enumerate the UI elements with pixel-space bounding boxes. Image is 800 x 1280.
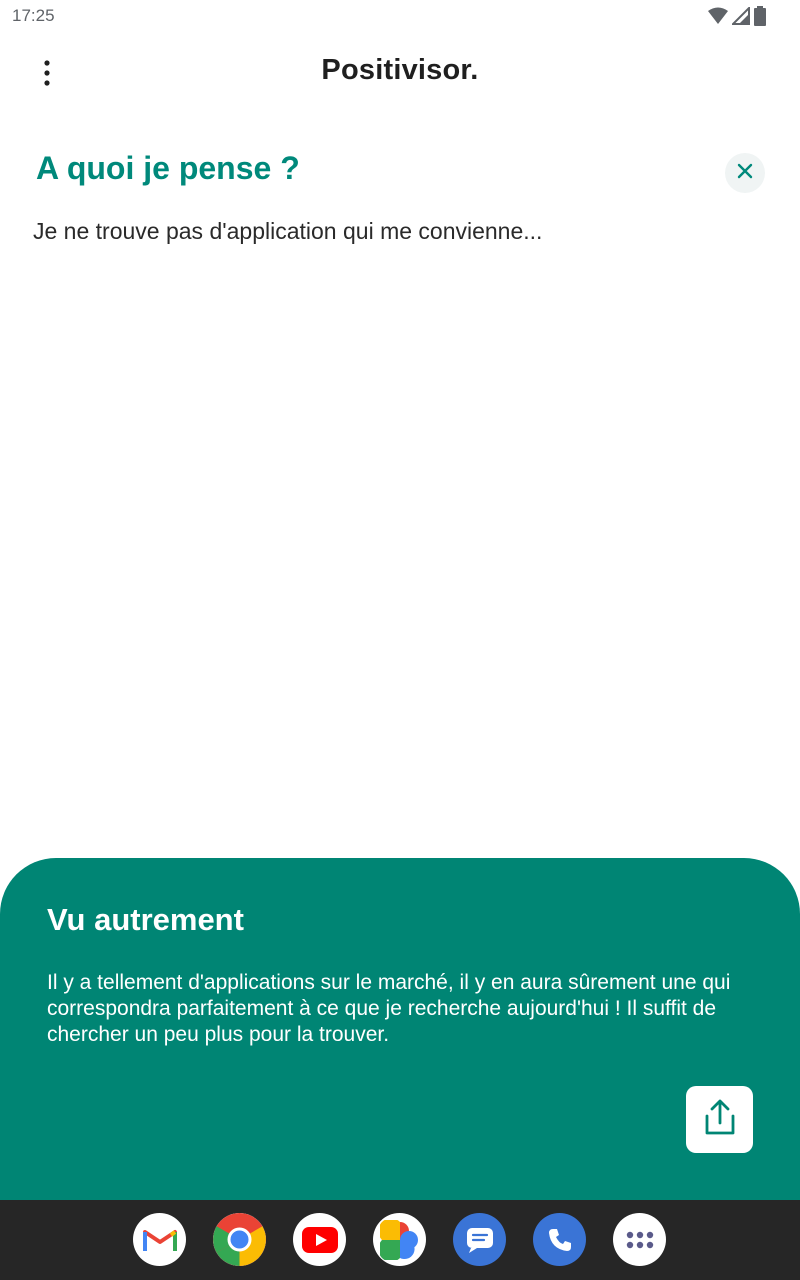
signal-icon: [732, 7, 750, 30]
photos-icon[interactable]: [373, 1213, 426, 1266]
reframe-title: Vu autrement: [47, 902, 244, 937]
reframe-text: Il y a tellement d'applications sur le marché, il y en aura sûrement une qui correspondra parfaitement à ce que je recherche aujourd'hui ! Il suffit de chercher un peu plus pour la trouver.: [47, 971, 731, 1046]
status-bar: [0, 0, 800, 32]
app-title: Positivisor.: [321, 54, 479, 86]
share-button[interactable]: [686, 1086, 753, 1153]
phone-icon[interactable]: [533, 1213, 586, 1266]
chrome-icon[interactable]: [213, 1213, 266, 1266]
gmail-icon[interactable]: [133, 1213, 186, 1266]
app-bar: [0, 40, 800, 106]
reframe-card: [0, 858, 800, 1200]
messages-icon[interactable]: [453, 1213, 506, 1266]
battery-icon: [754, 6, 766, 31]
thought-text: Je ne trouve pas d'application qui me convienne...: [33, 218, 543, 244]
close-button[interactable]: [725, 153, 765, 193]
close-icon: [737, 163, 753, 184]
youtube-icon[interactable]: [293, 1213, 346, 1266]
app-drawer-icon[interactable]: [613, 1213, 666, 1266]
thought-title: A quoi je pense ?: [36, 150, 300, 186]
app-dock: [0, 1200, 800, 1280]
status-time: 17:25: [12, 6, 55, 25]
share-icon: [703, 1098, 737, 1141]
wifi-icon: [708, 7, 728, 30]
